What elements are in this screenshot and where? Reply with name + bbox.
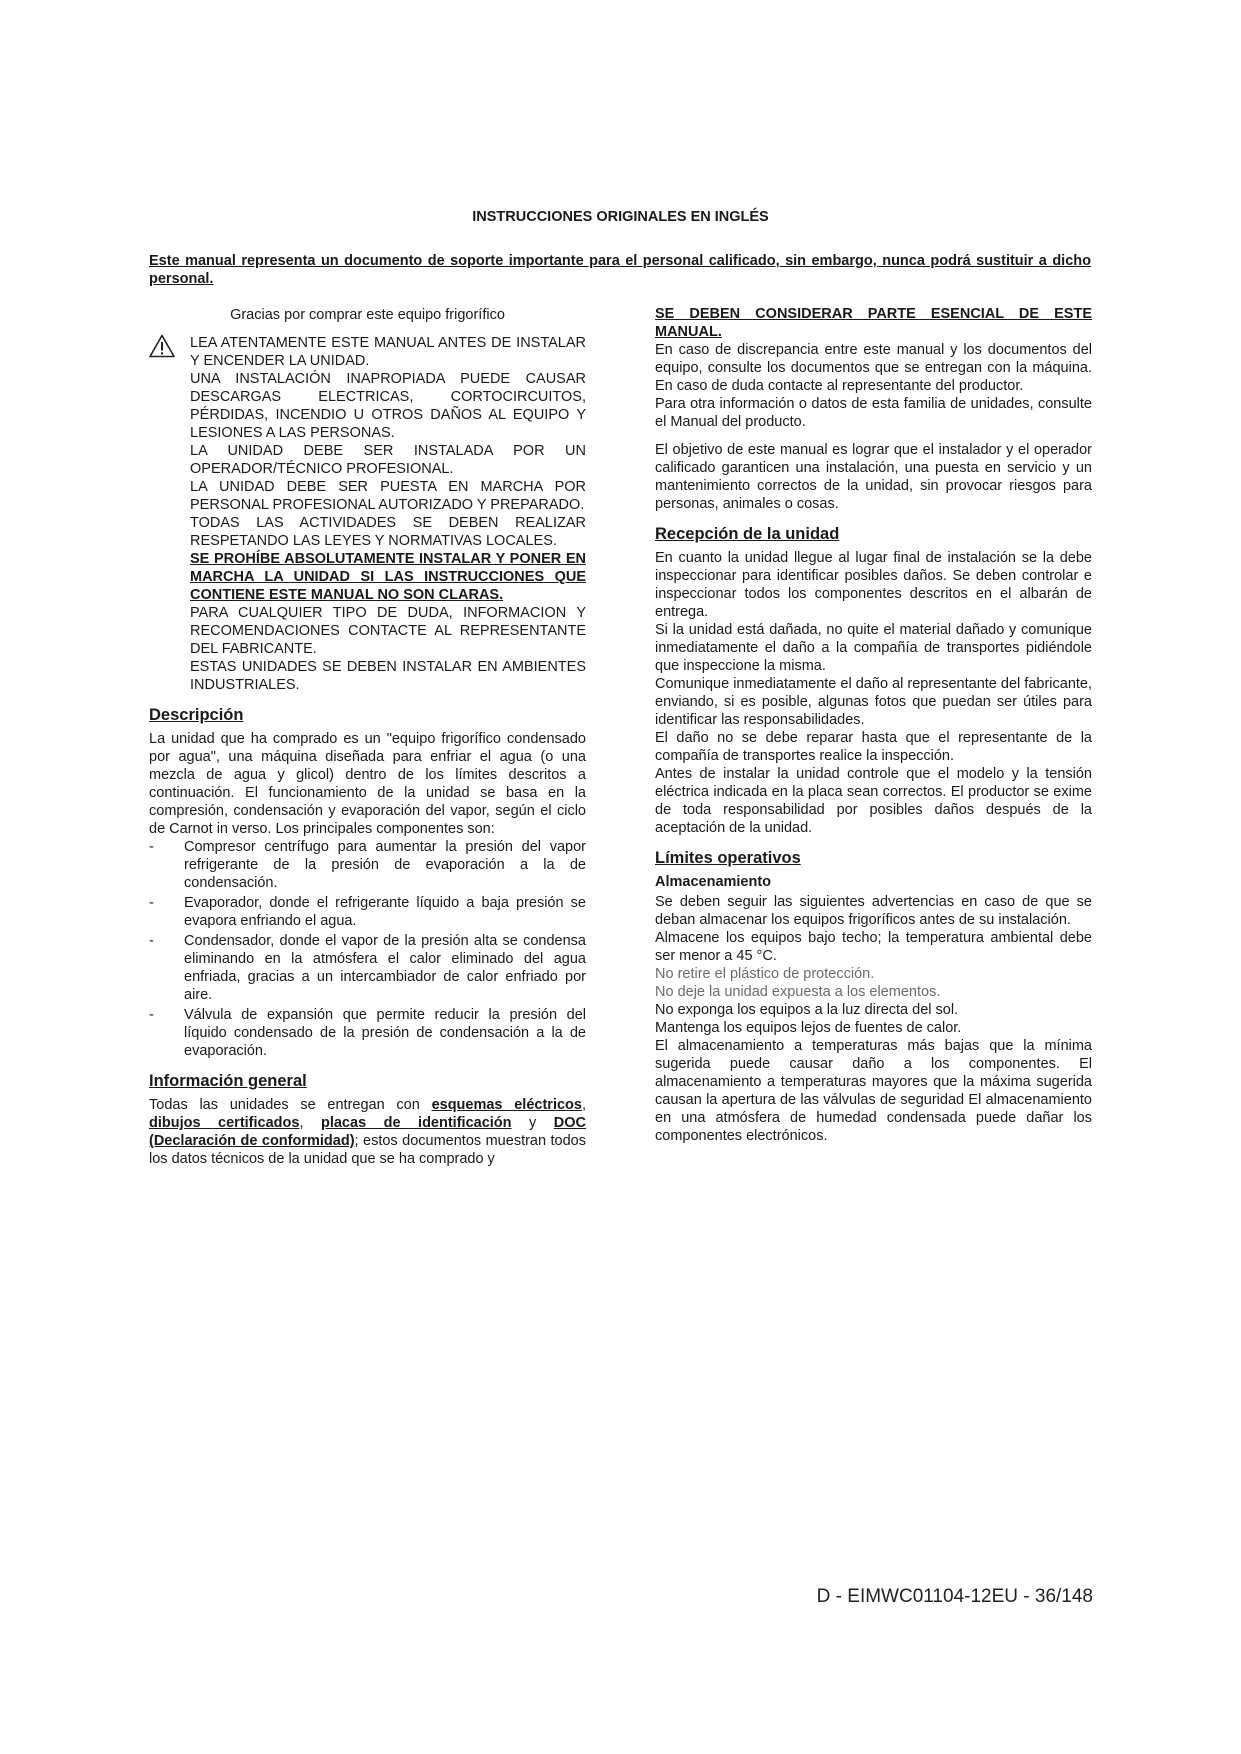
- list-item: - Válvula de expansión que permite reducir la presión del líquido condensado de la presión de condensación a la de evaporación.: [149, 1006, 586, 1060]
- paragraph: Para otra información o datos de esta familia de unidades, consulte el Manual del producto.: [655, 396, 1092, 430]
- warning-line: UNA INSTALACIÓN INAPROPIADA PUEDE CAUSAR DESCARGAS ELECTRICAS, CORTOCIRCUITOS, PÉRDIDAS, INCENDIO U OTROS DAÑOS AL EQUIPO Y LESIONES A LAS PERSONAS.: [190, 371, 586, 441]
- warning-line: PARA CUALQUIER TIPO DE DUDA, INFORMACION Y RECOMENDACIONES CONTACTE AL REPRESENTANTE DEL FABRICANTE.: [190, 605, 586, 657]
- operating-limits-heading: Límites operativos: [655, 849, 801, 867]
- warning-line: LA UNIDAD DEBE SER INSTALADA POR UN OPERADOR/TÉCNICO PROFESIONAL.: [190, 443, 586, 477]
- paragraph: No deje la unidad expuesta a los elementos.: [655, 984, 941, 1000]
- warning-line: LA UNIDAD DEBE SER PUESTA EN MARCHA POR PERSONAL PROFESIONAL AUTORIZADO Y PREPARADO.: [190, 479, 586, 513]
- warning-line: ESTAS UNIDADES SE DEBEN INSTALAR EN AMBIENTES INDUSTRIALES.: [190, 659, 586, 693]
- warning-line: TODAS LAS ACTIVIDADES SE DEBEN REALIZAR RESPETANDO LAS LEYES Y NORMATIVAS LOCALES.: [190, 515, 586, 549]
- list-item: - Evaporador, donde el refrigerante líquido a baja presión se evapora enfriando el agua.: [149, 894, 586, 930]
- paragraph: En caso de discrepancia entre este manual y los documentos del equipo, consulte los documentos que se entregan con la máquina. En caso de duda contacte al representante del productor.: [655, 342, 1092, 394]
- general-info-heading: Información general: [149, 1072, 307, 1090]
- doc-link-declaration: DOC (Declaración de conformidad): [149, 1115, 586, 1149]
- paragraph: No retire el plástico de protección.: [655, 966, 875, 982]
- right-column: [655, 305, 1092, 1145]
- left-column: [149, 306, 586, 1168]
- doc-link-nameplates: placas de identificación: [320, 1115, 512, 1131]
- warning-block: [149, 334, 586, 694]
- warning-triangle-icon: [149, 334, 175, 358]
- thanks-text: Gracias por comprar este equipo frigorífico: [230, 307, 505, 323]
- paragraph: Antes de instalar la unidad controle que el modelo y la tensión eléctrica indicada en la placa sean correctos. El productor se exime de toda responsabilidad por posibles daños después de la aceptación de la unidad.: [655, 766, 1092, 836]
- paragraph: Si la unidad está dañada, no quite el material dañado y comunique inmediatamente el daño a la compañía de transportes pidiéndole que inspeccione la misma.: [655, 622, 1092, 674]
- paragraph: El almacenamiento a temperaturas más bajas que la mínima sugerida puede causar daño a los componentes. El almacenamiento a temperaturas mayores que la máxima sugerida causan la apertura de las válvulas de seguridad El almacenamiento en una atmósfera de humedad condensada puede dañar los componentes electrónicos.: [655, 1038, 1092, 1144]
- doc-link-certified-drawings: dibujos certificados: [149, 1115, 300, 1131]
- description-text: La unidad que ha comprado es un "equipo frigorífico condensado por agua", una máquina diseñada para enfriar el agua (o una mezcla de agua y glicol) dentro de los límites descritos a continuación. El funcionamiento de la unidad se basa en la compresión, condensación y evaporación del vapor, según el ciclo de Carnot in verso. Los principales componentes son:: [149, 731, 586, 837]
- intro-statement: Este manual representa un documento de soporte importante para el personal calificado, sin embargo, nunca podrá sustituir a dicho personal.: [149, 253, 1091, 287]
- description-heading: Descripción: [149, 706, 244, 724]
- list-item: - Condensador, donde el vapor de la presión alta se condensa eliminando en la atmósfera el calor eliminado del agua enfriada, gracias a un intercambiador de calor enfriado por aire.: [149, 932, 586, 1004]
- paragraph: Comunique inmediatamente el daño al representante del fabricante, enviando, si es posible, algunas fotos que puedan ser útiles para identificar las responsabilidades.: [655, 676, 1092, 728]
- paragraph: Almacene los equipos bajo techo; la temperatura ambiental debe ser menor a 45 °C.: [655, 930, 1092, 964]
- general-info-text: Todas las unidades se entregan con esquemas eléctricos, dibujos certificados, placas de identificación y DOC (Declaración de conformidad); estos documentos muestran todos los datos técnicos de la unidad que se ha comprado y: [149, 1097, 586, 1167]
- page-title: INSTRUCCIONES ORIGINALES EN INGLÉS: [472, 209, 769, 225]
- components-list: [149, 838, 586, 1060]
- paragraph: No exponga los equipos a la luz directa del sol.: [655, 1002, 959, 1018]
- storage-heading: Almacenamiento: [655, 874, 772, 890]
- warning-line: LEA ATENTAMENTE ESTE MANUAL ANTES DE INSTALAR Y ENCENDER LA UNIDAD.: [190, 335, 586, 369]
- continuation-notice: SE DEBEN CONSIDERAR PARTE ESENCIAL DE ESTE MANUAL.: [655, 306, 1092, 340]
- doc-link-electrical-diagrams: esquemas eléctricos: [431, 1097, 582, 1113]
- page-footer: D - EIMWC01104-12EU - 36/148: [816, 1586, 1093, 1607]
- paragraph: Mantenga los equipos lejos de fuentes de calor.: [655, 1020, 962, 1036]
- paragraph: Se deben seguir las siguientes advertencias en caso de que se deban almacenar los equipos frigoríficos antes de su instalación.: [655, 894, 1092, 928]
- paragraph: El objetivo de este manual es lograr que el instalador y el operador calificado garanticen una instalación, una puesta en servicio y un mantenimiento correctos de la unidad, sin provocar riesgos para personas, animales o cosas.: [655, 442, 1092, 512]
- paragraph: En cuanto la unidad llegue al lugar final de instalación se la debe inspeccionar para identificar posibles daños. Se deben controlar e inspeccionar todos los componentes descritos en el albarán de entrega.: [655, 550, 1092, 620]
- prohibition-notice: SE PROHÍBE ABSOLUTAMENTE INSTALAR Y PONER EN MARCHA LA UNIDAD SI LAS INSTRUCCIONES QUE CONTIENE ESTE MANUAL NO SON CLARAS.: [190, 551, 586, 603]
- paragraph: El daño no se debe reparar hasta que el representante de la compañía de transportes realice la inspección.: [655, 730, 1092, 764]
- list-item: - Compresor centrífugo para aumentar la presión del vapor refrigerante de la presión de evaporación a la de condensación.: [149, 838, 586, 892]
- reception-heading: Recepción de la unidad: [655, 525, 840, 543]
